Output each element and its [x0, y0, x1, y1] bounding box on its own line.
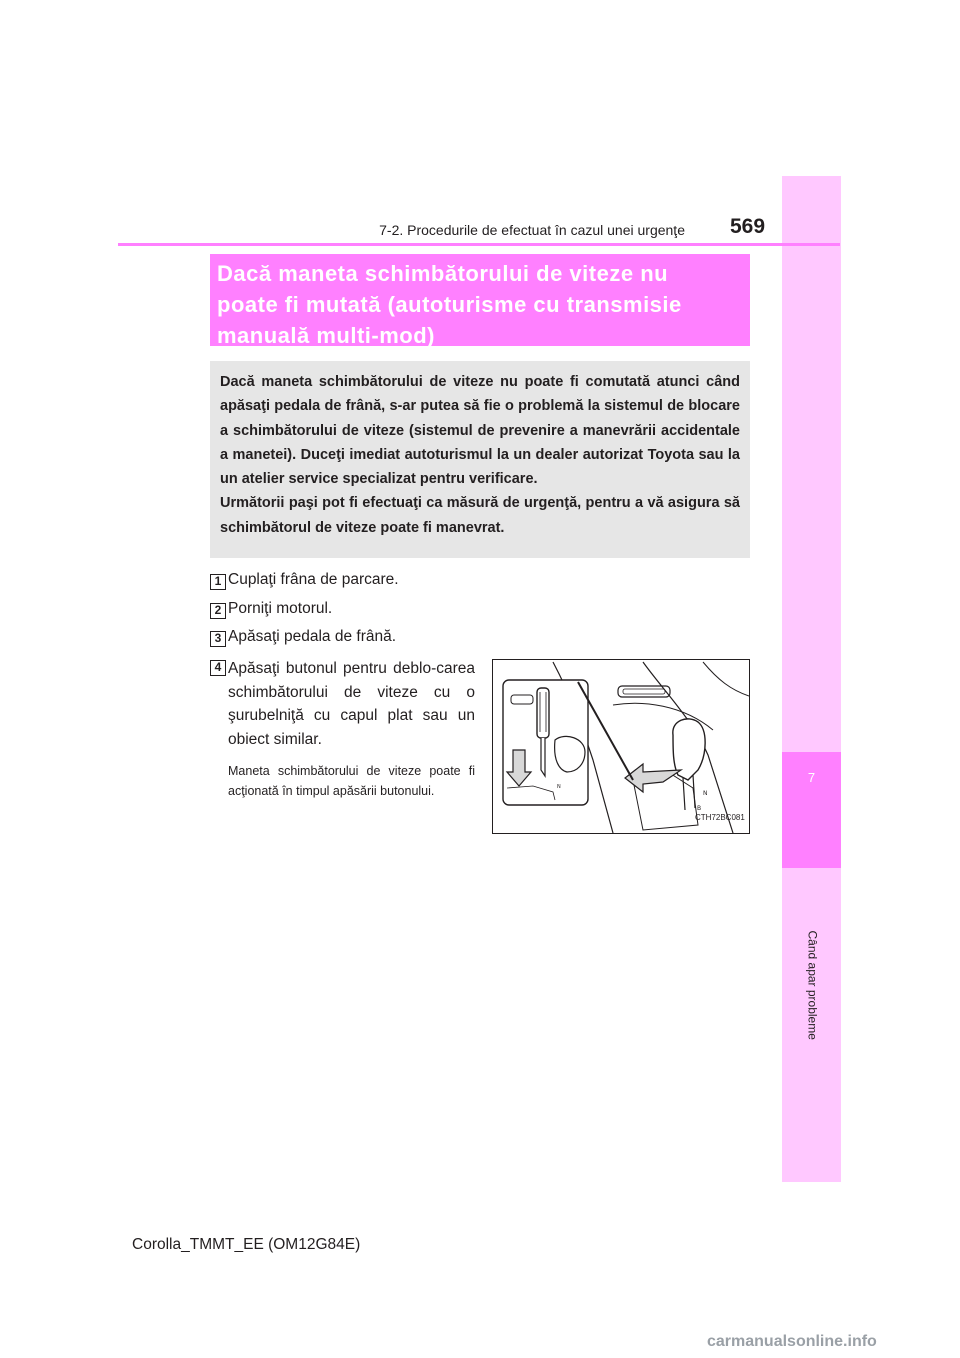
- step-number-badge: 3: [210, 631, 226, 647]
- page-number: 569: [730, 215, 766, 238]
- step-text: Porniţi motorul.: [228, 600, 333, 617]
- illustration-code: CTH72BC081: [695, 813, 745, 822]
- section-title-line: poate fi mutată (autoturisme cu transmisie: [217, 292, 682, 317]
- footer-document-id: Corolla_TMMT_EE (OM12G84E): [132, 1236, 361, 1253]
- chapter-number: 7: [807, 770, 816, 785]
- section-title-bar: [210, 254, 750, 346]
- shift-lock-illustration: [492, 659, 750, 834]
- step-number-badge: 2: [210, 603, 226, 619]
- section-title-line: Dacă maneta schimbătorului de viteze nu: [217, 261, 669, 286]
- step-number-badge: 1: [210, 574, 226, 590]
- header-section-title: 7-2. Procedurile de efectuat în cazul unei urgenţe: [379, 222, 685, 238]
- step-note: Maneta schimbătorului de viteze poate fi acţionată în timpul apăsării butonului.: [228, 764, 475, 798]
- step-text: Apăsaţi pedala de frână.: [228, 628, 397, 645]
- watermark: carmanualsonline.info: [707, 1333, 877, 1350]
- svg-text:B: B: [697, 805, 702, 812]
- intro-box: [210, 361, 750, 558]
- intro-paragraph: Următorii paşi pot fi efectuaţi ca măsură de urgenţă, pentru a vă asigura să schimbătorul de viteze poate fi manevrat.: [220, 495, 740, 536]
- svg-text:N: N: [703, 790, 708, 797]
- step-text: Cuplaţi frâna de parcare.: [228, 571, 399, 588]
- step-text: Apăsaţi butonul pentru deblo-carea schimbătorului de viteze cu o şurubelniţă cu capul plat sau un obiect similar.: [228, 660, 475, 748]
- section-title-line: manuală multi-mod): [217, 323, 436, 348]
- header-divider: [118, 243, 840, 246]
- step-number-badge: 4: [210, 660, 226, 676]
- chapter-title: Când apar probleme: [805, 930, 820, 1040]
- shift-lock-drawing: [493, 660, 749, 833]
- svg-text:N: N: [557, 784, 561, 790]
- intro-paragraph: Dacă maneta schimbătorului de viteze nu poate fi comutată atunci când apăsaţi pedala de frână, s-ar putea să fie o problemă la sistemul de blocare a schimbătorului de viteze (sistemul de prevenire a manevrării accidentale a manetei). Duceţi imediat autoturismul la un dealer autorizat Toyota sau la un atelier service specializat pentru verificare.: [220, 374, 740, 488]
